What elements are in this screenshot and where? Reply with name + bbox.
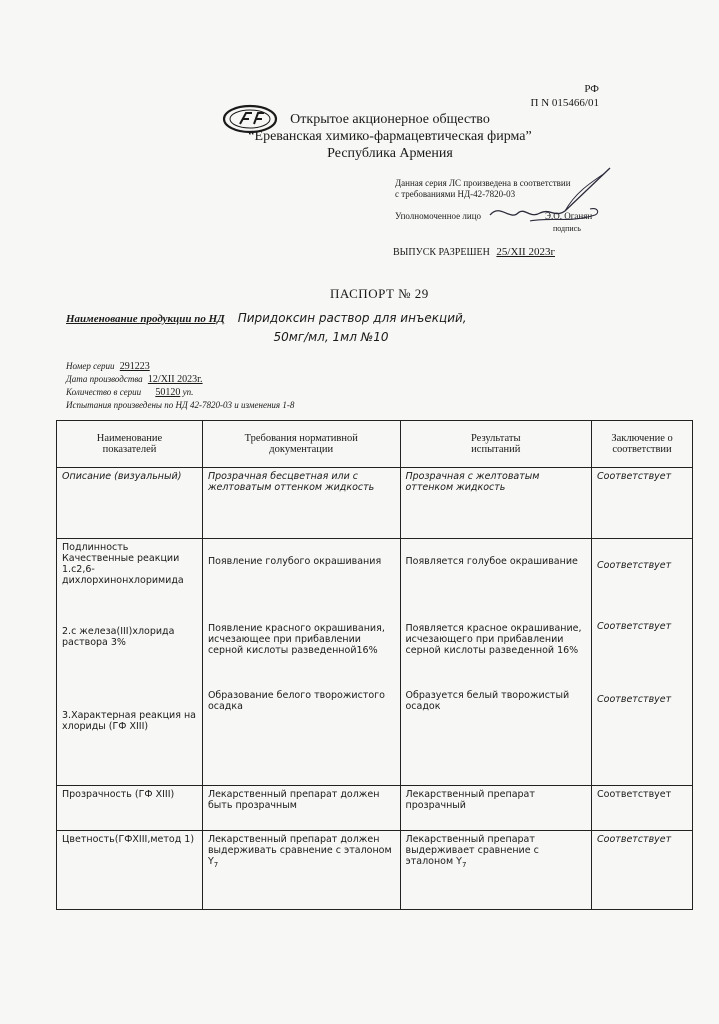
statement-line-2: с требованиями НД-42-7820-03 xyxy=(395,189,516,199)
quantity-value: 50120 xyxy=(155,387,181,398)
header-requirements-line-2: документации xyxy=(269,444,334,455)
authenticity-concl-3: Соответствует xyxy=(597,694,672,705)
header-results-line-2: испытаний xyxy=(471,444,521,455)
authenticity-results xyxy=(400,539,592,786)
quantity-label: Количество в серии xyxy=(66,387,142,397)
description-result: Прозрачная с желтоватым оттенком жидкость xyxy=(400,468,592,539)
clarity-result: Лекарственный препарат прозрачный xyxy=(400,786,592,831)
header-parameter xyxy=(57,421,203,468)
product-name-line-2: 50мг/мл, 1мл №10 xyxy=(273,330,389,344)
description-name: Описание (визуальный) xyxy=(57,468,203,539)
color-requirement-sub: 7 xyxy=(213,860,219,869)
company-line-3: Республика Армения xyxy=(327,146,453,161)
authenticity-res-2: Появляется красное окрашивание, исчезающего при прибавлении серной кислоты разведенной 16% xyxy=(405,623,582,656)
table-row xyxy=(57,539,693,786)
statement-line-1: Данная серия ЛС произведена в соответствии xyxy=(395,178,571,188)
tests-note: Испытания произведены по НД 42-7820-03 и изменения 1-8 xyxy=(66,400,295,410)
color-result-sub: 7 xyxy=(461,860,467,869)
color-requirement-cell xyxy=(202,831,400,910)
authorized-label: Уполномоченное лицо xyxy=(395,211,482,221)
authenticity-names xyxy=(57,539,203,786)
passport-title: ПАСПОРТ № 29 xyxy=(330,286,429,301)
header-conclusion-line-1: Заключение о xyxy=(611,433,673,444)
authenticity-res-3: Образуется белый творожистый осадок xyxy=(405,690,570,712)
company-line-2: “Ереванская химико-фармацевтическая фирма” xyxy=(248,129,532,144)
header-requirements xyxy=(202,421,400,468)
clarity-conclusion: Соответствует xyxy=(592,786,693,831)
batch-date-row xyxy=(66,373,566,386)
header-conclusion-line-2: соответствии xyxy=(612,444,672,455)
header-conclusion xyxy=(592,421,693,468)
authenticity-req-2: Появление красного окрашивания, исчезающее при прибавлении серной кислоты разведенной16% xyxy=(207,623,385,656)
release-date: 25/XII 2023г xyxy=(496,246,555,258)
color-result: Лекарственный препарат выдерживает сравнение с эталоном Y xyxy=(405,834,539,867)
color-requirement: Лекарственный препарат должен выдерживать сравнение с эталоном Y xyxy=(207,834,392,867)
clarity-requirement: Лекарственный препарат должен быть прозрачным xyxy=(202,786,400,831)
authenticity-req-3: Образование белого творожистого осадка xyxy=(207,690,385,712)
authenticity-title: Подлинность xyxy=(62,542,129,553)
registration-number: П N 015466/01 xyxy=(530,97,599,109)
release-label: ВЫПУСК РАЗРЕШЕН xyxy=(393,247,490,258)
color-name: Цветность(ГФXIII,метод 1) xyxy=(57,831,203,910)
handwritten-signature xyxy=(470,163,620,241)
authenticity-requirements xyxy=(202,539,400,786)
authenticity-test-1: Качественные реакции 1.с2,6-дихлорхинонхлоримида xyxy=(62,553,184,586)
table-header-row xyxy=(57,421,693,468)
color-conclusion: Соответствует xyxy=(592,831,693,910)
header-results xyxy=(400,421,592,468)
authenticity-conclusions xyxy=(592,539,693,786)
registration-block xyxy=(459,82,599,110)
description-conclusion: Соответствует xyxy=(592,468,693,539)
quantity-unit: уп. xyxy=(182,387,194,397)
batch-info xyxy=(66,360,566,412)
authenticity-test-2: 2.с железа(III)хлорида раствора 3% xyxy=(62,626,175,648)
authenticity-test-3: 3.Характерная реакция на хлориды (ГФ XIII) xyxy=(62,710,197,732)
header-parameter-line-2: показателей xyxy=(102,444,157,455)
release-permit xyxy=(393,246,613,258)
clarity-name: Прозрачность (ГФ XIII) xyxy=(57,786,203,831)
table-row xyxy=(57,831,693,910)
authenticity-concl-1: Соответствует xyxy=(597,560,672,571)
production-date-value: 12/XII 2023г. xyxy=(147,374,203,385)
description-requirement: Прозрачная бесцветная или с желтоватым оттенком жидкость xyxy=(202,468,400,539)
specification-table xyxy=(56,420,693,910)
header-results-line-1: Результаты xyxy=(470,433,521,444)
batch-qty-row xyxy=(66,386,566,399)
production-date-label: Дата производства xyxy=(66,374,143,384)
company-header xyxy=(240,111,540,162)
product-label: Наименование продукции по НД xyxy=(66,313,225,325)
authenticity-concl-2: Соответствует xyxy=(597,621,672,632)
table-row xyxy=(57,786,693,831)
header-parameter-line-1: Наименование xyxy=(96,433,163,444)
color-result-cell xyxy=(400,831,592,910)
authorized-name: Э.О. Оганян xyxy=(545,211,593,221)
series-label: Номер серии xyxy=(66,361,115,371)
registration-country: РФ xyxy=(584,83,599,95)
authenticity-res-1: Появляется голубое окрашивание xyxy=(405,556,578,567)
signature-label: подпись xyxy=(553,224,581,233)
table-row xyxy=(57,468,693,539)
series-value: 291223 xyxy=(119,361,150,372)
authenticity-req-1: Появление голубого окрашивания xyxy=(207,556,382,567)
header-requirements-line-1: Требования нормативной xyxy=(244,433,358,444)
product-name-block xyxy=(66,311,566,344)
product-name-line-1: Пиридоксин раствор для инъекций, xyxy=(237,311,467,325)
company-line-1: Открытое акционерное общество xyxy=(290,112,490,127)
batch-series-row xyxy=(66,360,566,373)
